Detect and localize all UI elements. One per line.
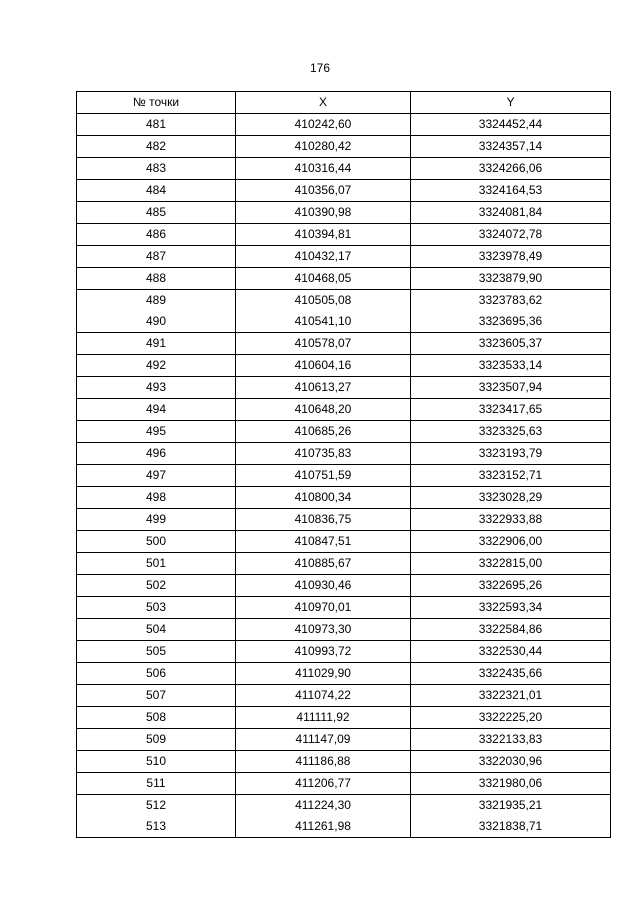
table-row [77, 268, 611, 290]
cell-y: 3324266,06 [411, 158, 611, 180]
cell-point-number: 491 [77, 333, 236, 355]
table-row [77, 751, 611, 773]
column-header-y: Y [411, 92, 611, 114]
table-body [77, 114, 611, 838]
cell-y: 3324072,78 [411, 224, 611, 246]
cell-y: 3322321,01 [411, 685, 611, 707]
cell-x: 410970,01 [236, 597, 411, 619]
table-row [77, 246, 611, 268]
cell-point-number: 498 [77, 487, 236, 509]
table-row [77, 531, 611, 553]
table-row [77, 224, 611, 246]
cell-y: 3323193,79 [411, 443, 611, 465]
cell-x: 410468,05 [236, 268, 411, 290]
table-row [77, 180, 611, 202]
cell-x: 411029,90 [236, 663, 411, 685]
table-row [77, 311, 611, 333]
table-row [77, 465, 611, 487]
coordinates-table [76, 91, 611, 838]
cell-point-number: 505 [77, 641, 236, 663]
cell-x: 411111,92 [236, 707, 411, 729]
column-header-x: X [236, 92, 411, 114]
table-row [77, 136, 611, 158]
cell-point-number: 484 [77, 180, 236, 202]
cell-x: 411147,09 [236, 729, 411, 751]
table-row [77, 443, 611, 465]
cell-point-number: 513 [77, 816, 236, 838]
cell-x: 411224,30 [236, 795, 411, 817]
cell-y: 3322030,96 [411, 751, 611, 773]
cell-x: 410390,98 [236, 202, 411, 224]
table-row [77, 114, 611, 136]
cell-y: 3323325,63 [411, 421, 611, 443]
cell-y: 3322133,83 [411, 729, 611, 751]
page-number: 176 [309, 61, 331, 75]
table-row [77, 641, 611, 663]
cell-x: 410800,34 [236, 487, 411, 509]
cell-x: 410242,60 [236, 114, 411, 136]
table-row [77, 575, 611, 597]
cell-y: 3323152,71 [411, 465, 611, 487]
cell-y: 3323978,49 [411, 246, 611, 268]
cell-point-number: 501 [77, 553, 236, 575]
cell-point-number: 482 [77, 136, 236, 158]
cell-x: 410885,67 [236, 553, 411, 575]
cell-point-number: 511 [77, 773, 236, 795]
cell-point-number: 490 [77, 311, 236, 333]
table-row [77, 333, 611, 355]
column-header-point-number: № точки [77, 92, 236, 114]
cell-y: 3323879,90 [411, 268, 611, 290]
cell-y: 3323605,37 [411, 333, 611, 355]
table-row [77, 707, 611, 729]
cell-point-number: 492 [77, 355, 236, 377]
cell-point-number: 485 [77, 202, 236, 224]
cell-y: 3324081,84 [411, 202, 611, 224]
cell-y: 3322815,00 [411, 553, 611, 575]
cell-x: 410541,10 [236, 311, 411, 333]
cell-x: 410648,20 [236, 399, 411, 421]
table-row [77, 663, 611, 685]
table-row [77, 816, 611, 838]
cell-y: 3322933,88 [411, 509, 611, 531]
cell-point-number: 481 [77, 114, 236, 136]
table-row [77, 355, 611, 377]
cell-x: 411186,88 [236, 751, 411, 773]
table-row [77, 509, 611, 531]
cell-point-number: 487 [77, 246, 236, 268]
cell-x: 411261,98 [236, 816, 411, 838]
cell-x: 410505,08 [236, 290, 411, 312]
cell-x: 410316,44 [236, 158, 411, 180]
cell-point-number: 483 [77, 158, 236, 180]
cell-point-number: 493 [77, 377, 236, 399]
cell-x: 410847,51 [236, 531, 411, 553]
cell-y: 3324357,14 [411, 136, 611, 158]
cell-x: 410356,07 [236, 180, 411, 202]
table-row [77, 729, 611, 751]
cell-point-number: 486 [77, 224, 236, 246]
cell-x: 410604,16 [236, 355, 411, 377]
cell-x: 410836,75 [236, 509, 411, 531]
cell-point-number: 504 [77, 619, 236, 641]
cell-point-number: 499 [77, 509, 236, 531]
cell-x: 411206,77 [236, 773, 411, 795]
cell-x: 410432,17 [236, 246, 411, 268]
table-row [77, 685, 611, 707]
cell-point-number: 508 [77, 707, 236, 729]
cell-point-number: 512 [77, 795, 236, 817]
cell-x: 410578,07 [236, 333, 411, 355]
cell-y: 3323028,29 [411, 487, 611, 509]
table-row [77, 553, 611, 575]
cell-point-number: 497 [77, 465, 236, 487]
cell-y: 3322695,26 [411, 575, 611, 597]
table-row [77, 202, 611, 224]
cell-y: 3323533,14 [411, 355, 611, 377]
cell-y: 3322584,86 [411, 619, 611, 641]
table-row [77, 399, 611, 421]
table-row [77, 290, 611, 312]
cell-y: 3322593,34 [411, 597, 611, 619]
table-row [77, 487, 611, 509]
cell-x: 410280,42 [236, 136, 411, 158]
cell-point-number: 509 [77, 729, 236, 751]
cell-y: 3321935,21 [411, 795, 611, 817]
table-row [77, 597, 611, 619]
table-row [77, 795, 611, 817]
cell-y: 3324452,44 [411, 114, 611, 136]
cell-y: 3322225,20 [411, 707, 611, 729]
cell-point-number: 503 [77, 597, 236, 619]
cell-point-number: 500 [77, 531, 236, 553]
cell-x: 410993,72 [236, 641, 411, 663]
cell-point-number: 507 [77, 685, 236, 707]
cell-y: 3323695,36 [411, 311, 611, 333]
cell-y: 3323783,62 [411, 290, 611, 312]
table-row [77, 421, 611, 443]
cell-x: 410930,46 [236, 575, 411, 597]
cell-y: 3323507,94 [411, 377, 611, 399]
cell-x: 410394,81 [236, 224, 411, 246]
cell-y: 3322530,44 [411, 641, 611, 663]
cell-y: 3324164,53 [411, 180, 611, 202]
cell-x: 410613,27 [236, 377, 411, 399]
cell-point-number: 495 [77, 421, 236, 443]
cell-x: 410751,59 [236, 465, 411, 487]
cell-x: 410973,30 [236, 619, 411, 641]
cell-point-number: 494 [77, 399, 236, 421]
cell-x: 410685,26 [236, 421, 411, 443]
cell-point-number: 502 [77, 575, 236, 597]
cell-point-number: 489 [77, 290, 236, 312]
cell-x: 411074,22 [236, 685, 411, 707]
cell-x: 410735,83 [236, 443, 411, 465]
table-row [77, 619, 611, 641]
cell-y: 3323417,65 [411, 399, 611, 421]
table-row [77, 377, 611, 399]
cell-y: 3322435,66 [411, 663, 611, 685]
table-row [77, 773, 611, 795]
cell-point-number: 496 [77, 443, 236, 465]
table-row [77, 158, 611, 180]
cell-y: 3321838,71 [411, 816, 611, 838]
cell-y: 3322906,00 [411, 531, 611, 553]
cell-point-number: 506 [77, 663, 236, 685]
cell-y: 3321980,06 [411, 773, 611, 795]
cell-point-number: 510 [77, 751, 236, 773]
cell-point-number: 488 [77, 268, 236, 290]
table-header-row [77, 92, 611, 114]
